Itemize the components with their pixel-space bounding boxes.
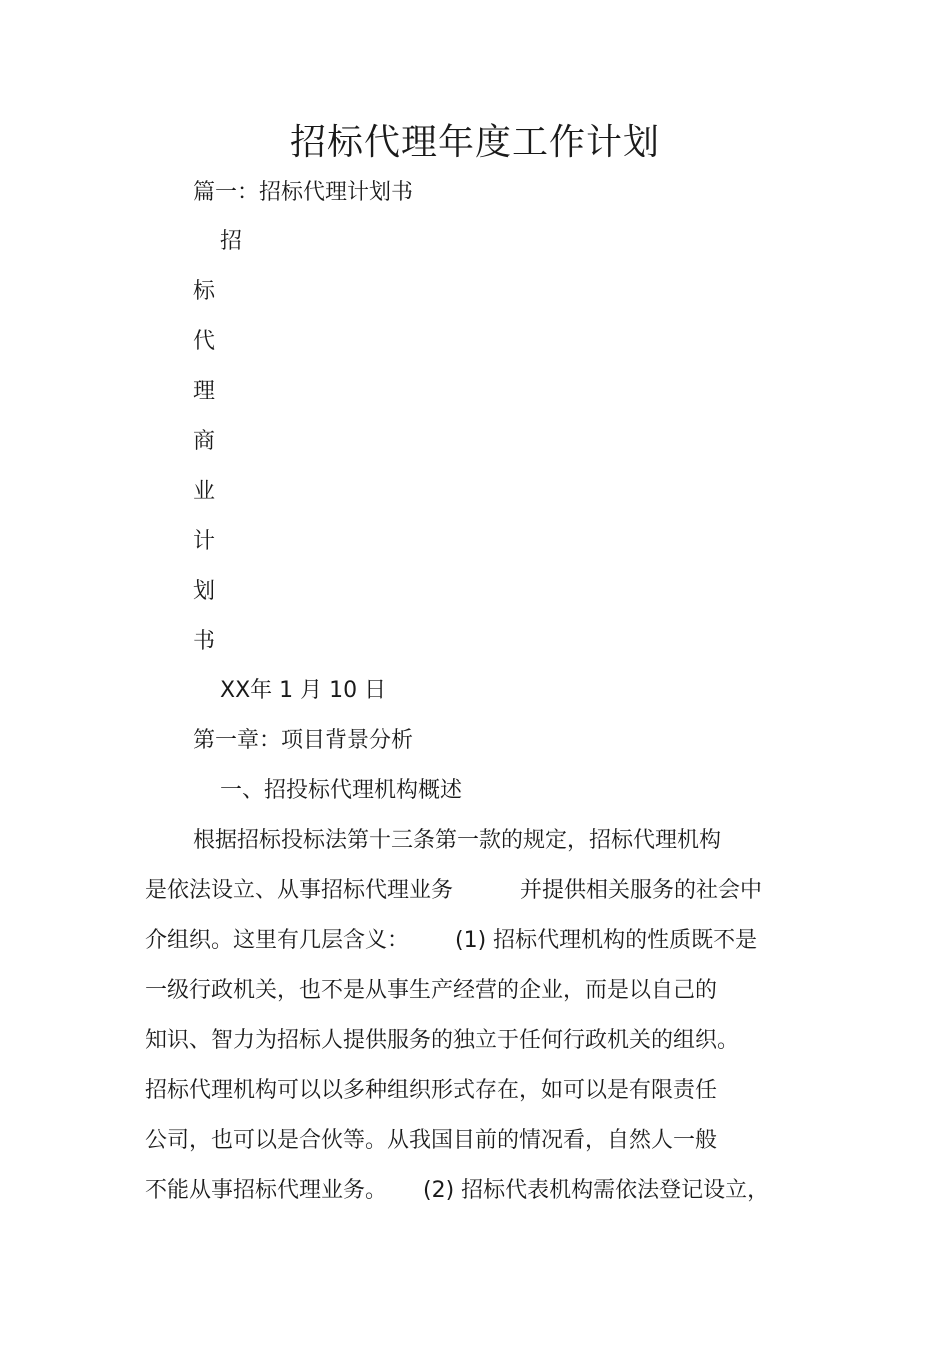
body-line: (2) 招标代表机构需依法登记设立， (423, 1178, 770, 1203)
vertical-char: 划 (193, 579, 216, 604)
body-line: 一级行政机关，也不是从事生产经营的企业，而是以自己的 (145, 978, 718, 1003)
body-line: 介组织。这里有几层含义： (145, 928, 410, 953)
vertical-char: 计 (193, 529, 216, 554)
body-line: 知识、智力为招标人提供服务的独立于任何行政机关的组织。 (145, 1028, 740, 1053)
vertical-char: 书 (193, 629, 216, 654)
document-date: XX年 1 月 10 日 (220, 678, 387, 703)
body-line: 公司，也可以是合伙等。从我国目前的情况看，自然人一般 (145, 1128, 718, 1153)
body-line: 是依法设立、从事招标代理业务 (145, 878, 454, 903)
section-heading: 篇一：招标代理计划书 (193, 180, 414, 205)
body-line: 招标代理机构可以以多种组织形式存在，如可以是有限责任 (145, 1078, 718, 1103)
body-line: 不能从事招标代理业务。 (145, 1178, 388, 1203)
vertical-char: 商 (193, 429, 216, 454)
document-title: 招标代理年度工作计划 (289, 122, 660, 163)
body-line: 根据招标投标法第十三条第一款的规定，招标代理机构 (193, 828, 722, 853)
vertical-char: 业 (193, 479, 216, 504)
vertical-char: 标 (193, 279, 216, 304)
subheading: 一、招投标代理机构概述 (220, 778, 463, 803)
vertical-char: 理 (193, 379, 216, 404)
body-line: 并提供相关服务的社会中 (520, 878, 763, 903)
body-line: (1) 招标代理机构的性质既不是 (455, 928, 758, 953)
vertical-char: 招 (220, 229, 243, 254)
vertical-char: 代 (193, 329, 216, 354)
chapter-heading: 第一章：项目背景分析 (193, 728, 414, 753)
